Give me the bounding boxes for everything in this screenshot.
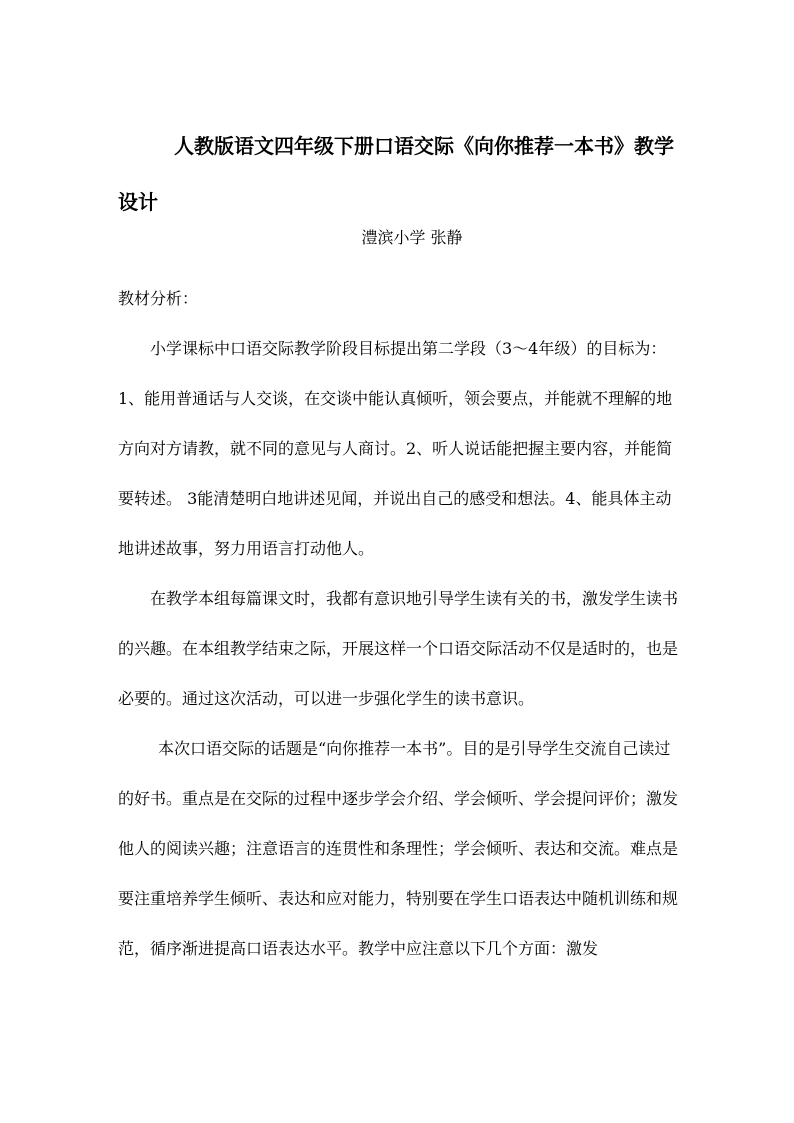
document-title: 人教版语文四年级下册口语交际《向你推荐一本书》教学设计 [118, 134, 674, 214]
author-line: 澧滨小学 张静 [361, 228, 463, 247]
section-heading: 教材分析： [118, 289, 199, 308]
paragraph-2: 在教学本组每篇课文时，我都有意识地引导学生读有关的书，激发学生读书的兴趣。在本组教学结束之际，开展这样一个口语交际活动不仅是适时的，也是必要的。通过这次活动，可以进一步强化学生的读书意识。 [118, 589, 679, 708]
document-body [118, 274, 678, 974]
paragraph-3: 本次口语交际的话题是“向你推荐一本书”。目的是引导学生交流自己读过的好书。重点是在交际的过程中逐步学会介绍、学会倾听、学会提问评价；激发他人的阅读兴趣；注意语言的连贯性和条理性；学会倾听、表达和交流。难点是要注重培养学生倾听、表达和应对能力，特别要在学生口语表达中随机训练和规范，循序渐进提高口语表达水平。教学中应注意以下几个方面：激发 [118, 739, 679, 958]
paragraph-1: 小学课标中口语交际教学阶段目标提出第二学段（3～4年级）的目标为：1、能用普通话与人交谈，在交谈中能认真倾听，领会要点，并能就不理解的地方向对方请教，就不同的意见与人商讨。2、听人说话能把握主要内容，并能简要转述。 3能清楚明白地讲述见闻，并说出自己的感受和想法。4、能具体主动地讲述故事，努力用语言打动他人。 [118, 339, 673, 558]
